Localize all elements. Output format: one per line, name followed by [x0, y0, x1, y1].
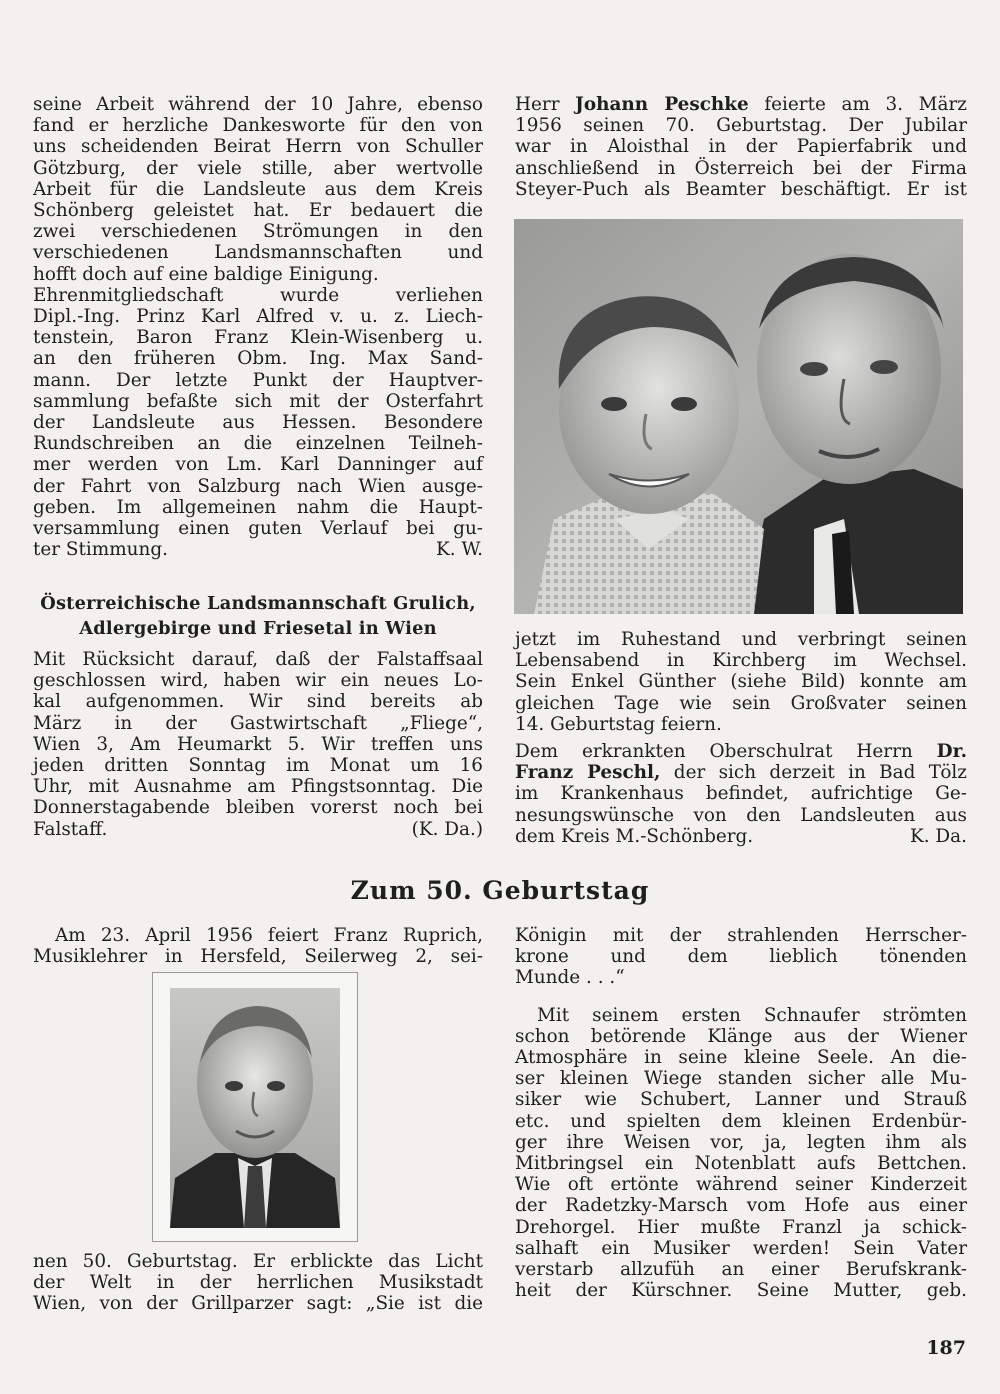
text-line: der Radetzky-Marsch vom Hofe aus einer	[515, 1195, 967, 1217]
closing-line	[33, 819, 483, 840]
closing-line	[33, 539, 483, 560]
text-line: sammlung befaßte sich mit der Osterfahrt	[33, 390, 483, 412]
bottom-left-continued	[33, 1251, 483, 1315]
author-signature: (K. Da.)	[411, 818, 483, 840]
photo-franz-ruprich-frame	[152, 972, 358, 1242]
text-line: der Welt in der herrlichen Musikstadt	[33, 1272, 483, 1294]
text-line: kal aufgenommen. Wir sind bereits ab	[33, 691, 483, 713]
right-column-top	[515, 94, 967, 200]
text-line: Steyer-Puch als Beamter beschäftigt. Er ist	[515, 178, 967, 200]
text-line: verschiedenen Landsmannschaften und	[33, 242, 483, 264]
heading-line: Österreichische Landsmannschaft Grulich,	[40, 593, 476, 614]
text-line: März in der Gastwirtschaft „Fliege“,	[33, 712, 483, 734]
text-line: nesungswünsche von den Landsleuten aus	[515, 804, 967, 826]
text-line: Munde . . .“	[515, 967, 625, 989]
text-fragment: Herr	[515, 94, 560, 115]
text-line: nen 50. Geburtstag. Er erblickte das Licht	[33, 1251, 483, 1272]
person-title: Dr.	[936, 741, 967, 763]
text-line: krone und dem lieblich tönenden	[515, 946, 967, 968]
author-signature: K. Da.	[910, 825, 967, 847]
text-line: jetzt im Ruhestand und verbringt seinen	[515, 629, 967, 650]
author-signature: K. W.	[436, 539, 483, 561]
text-line: dem Kreis M.-Schönberg.	[515, 825, 754, 847]
photo-peschke-grandfather-grandson	[514, 219, 963, 614]
photo-franz-ruprich	[170, 988, 340, 1228]
text-line: Wie oft ertönte während seiner Kinderzeit	[515, 1174, 967, 1196]
text-line: Götzburg, der viele stille, aber wertvolle	[33, 157, 483, 179]
text-line: Mit seinem ersten Schnaufer strömten	[537, 1004, 967, 1026]
text-line: war in Aloisthal in der Papierfabrik und	[515, 136, 967, 158]
text-line: salhaft ein Musiker werden! Sein Vater	[515, 1237, 967, 1259]
text-line: Lebensabend in Kirchberg im Wechsel.	[515, 650, 967, 672]
text-line: geben. Im allgemeinen nahm die Haupt-	[33, 496, 483, 518]
text-line: seine Arbeit während der 10 Jahre, ebenso	[33, 94, 483, 115]
text-fragment: der sich derzeit in Bad Tölz	[673, 762, 967, 784]
text-line: Atmosphäre in seine kleine Seele. An die-	[515, 1047, 967, 1069]
text-line: versammlung einen guten Verlauf bei gu-	[33, 518, 483, 540]
text-line: siker wie Schubert, Lanner und Strauß	[515, 1089, 967, 1111]
text-line: Königin mit der strahlenden Herrscher-	[515, 925, 967, 946]
text-line: Schönberg geleistet hat. Er bedauert die	[33, 200, 483, 222]
text-line: Musiklehrer in Hersfeld, Seilerweg 2, sei-	[33, 946, 483, 968]
text-line: hofft doch auf eine baldige Einigung.	[33, 263, 379, 285]
person-name: Franz Peschl,	[515, 762, 661, 784]
text-line: fand er herzliche Dankesworte für den von	[33, 115, 483, 137]
text-line: ser kleinen Wiege standen sicher alle Mu-	[515, 1068, 967, 1090]
left-column-top	[33, 94, 483, 560]
text-line: etc. und spielten dem kleinen Erdenbür-	[515, 1110, 967, 1132]
text-line	[515, 741, 967, 762]
text-line: gleichen Tage wie sein Großvater seinen	[515, 692, 967, 714]
text-line: der Fahrt von Salzburg nach Wien ausge-	[33, 475, 483, 497]
text-line: Mitbringsel ein Notenblatt aufs Bettchen.	[515, 1153, 967, 1175]
text-line: Donnerstagabende bleiben vorerst noch bei	[33, 797, 483, 819]
text-line	[515, 762, 967, 783]
text-line: geschlossen wird, haben wir ein neues Lo-	[33, 670, 483, 692]
text-line: Arbeit für die Landsleute aus dem Kreis	[33, 178, 483, 200]
text-line: ger ihre Weisen vor, ja, legten ihm als	[515, 1131, 967, 1153]
text-line: Am 23. April 1956 feiert Franz Ruprich,	[55, 925, 483, 946]
text-line: Wien, von der Grillparzer sagt: „Sie ist die	[33, 1293, 483, 1315]
photo-graphic	[170, 988, 340, 1228]
right-column-middle	[515, 629, 967, 847]
text-line: Mit Rücksicht darauf, daß der Falstaffsaal	[33, 649, 483, 670]
heading-line: Adlergebirge und Friesetal in Wien	[79, 618, 437, 639]
closing-line	[515, 826, 967, 847]
text-line: ter Stimmung.	[33, 539, 168, 561]
text-line: Ehrenmitgliedschaft wurde verliehen	[33, 284, 483, 306]
text-line: verstarb allzufüh an einer Berufskrank-	[515, 1259, 967, 1281]
text-line: Falstaff.	[33, 818, 108, 840]
text-line: zwei verschiedenen Strömungen in den	[33, 221, 483, 243]
text-fragment: feierte am 3. März	[764, 94, 967, 115]
grulich-section	[33, 591, 483, 840]
text-line: im Krankenhaus befindet, aufrichtige Ge-	[515, 783, 967, 805]
text-line: Sein Enkel Günther (siehe Bild) konnte am	[515, 671, 967, 693]
text-line: Wien 3, Am Heumarkt 5. Wir treffen uns	[33, 733, 483, 755]
text-line: mer werden von Lm. Karl Danninger auf	[33, 454, 483, 476]
section-title: Zum 50. Geburtstag	[350, 876, 650, 905]
text-line: Drehorgel. Hier mußte Franzl ja schick-	[515, 1216, 967, 1238]
text-line: schon betörende Klänge aus der Wiener	[515, 1025, 967, 1047]
text-line: Uhr, mit Ausnahme am Pfingstsonntag. Die	[33, 776, 483, 798]
text-line: mann. Der letzte Punkt der Hauptver-	[33, 369, 483, 391]
text-line: an den früheren Obm. Ing. Max Sand-	[33, 348, 483, 370]
text-line	[515, 94, 967, 115]
text-line: anschließend in Österreich bei der Firma	[515, 157, 967, 179]
bottom-right-column	[515, 925, 967, 1301]
text-line: 14. Geburtstag feiern.	[515, 713, 722, 735]
text-line: uns scheidenden Beirat Herrn von Schuller	[33, 136, 483, 158]
bottom-left-intro	[33, 925, 483, 967]
text-line: jeden dritten Sonntag im Monat um 16	[33, 755, 483, 777]
text-line: Dipl.-Ing. Prinz Karl Alfred v. u. z. Liech-	[33, 306, 483, 328]
page-number: 187	[926, 1337, 966, 1359]
section-heading	[33, 591, 483, 641]
text-line: 1956 seinen 70. Geburtstag. Der Jubilar	[515, 115, 967, 137]
text-line: Rundschreiben an die einzelnen Teilneh-	[33, 433, 483, 455]
text-line: der Landsleute aus Hessen. Besondere	[33, 412, 483, 434]
photo-graphic	[514, 219, 963, 614]
text-fragment: Dem erkrankten Oberschulrat Herrn	[515, 741, 913, 763]
text-line: tenstein, Baron Franz Klein-Wisenberg u.	[33, 327, 483, 349]
person-name: Johann Peschke	[575, 94, 749, 115]
text-line: heit der Kürschner. Seine Mutter, geb.	[515, 1280, 967, 1302]
